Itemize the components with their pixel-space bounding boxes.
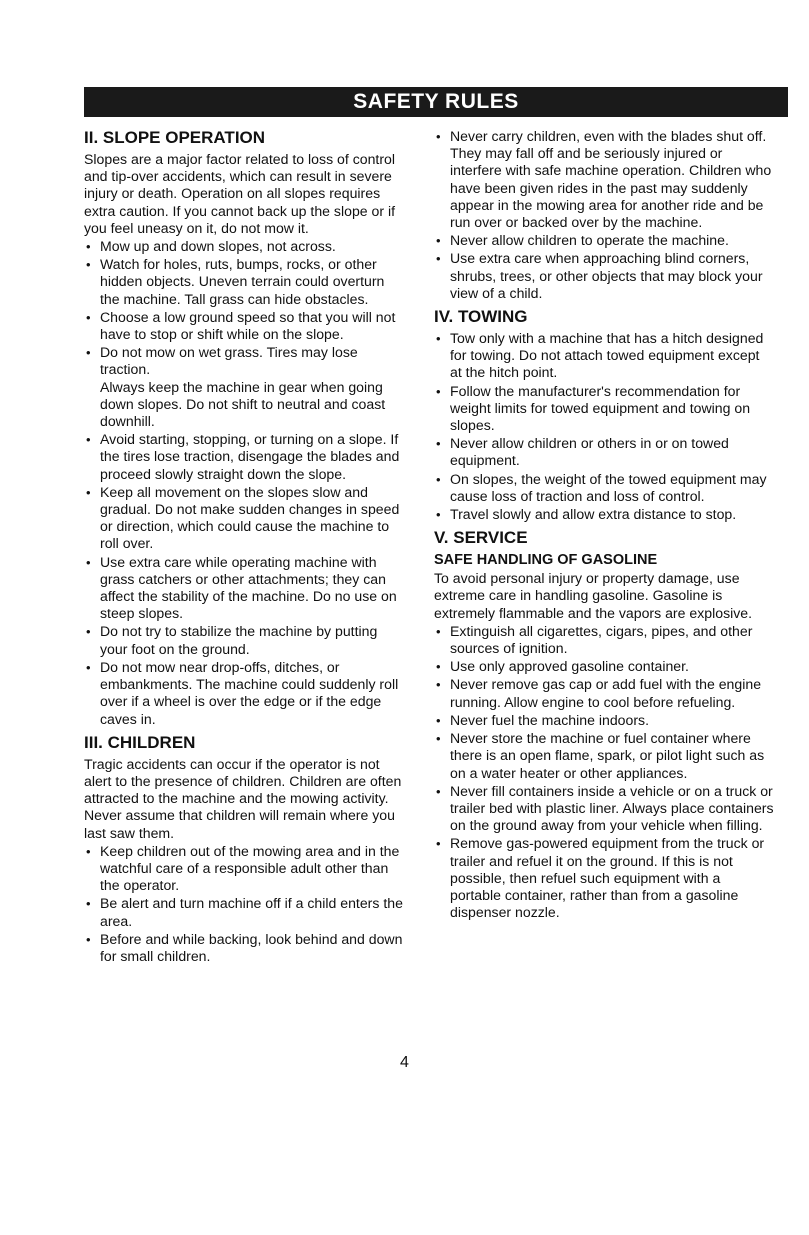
list-item: • Before and while backing, look behind and down for small children. (84, 931, 406, 965)
list-item: • Use only approved gasoline container. (434, 658, 774, 675)
list-item: • Keep all movement on the slopes slow and gradual. Do not make sudden changes in speed or direction, which could cause the machine to roll over. (84, 484, 406, 553)
children-bullet-list-left (84, 843, 406, 965)
list-item: • Follow the manufacturer's recommendation for weight limits for towed equipment and towing on slopes. (434, 383, 774, 435)
service-intro: To avoid personal injury or property damage, use extreme care in handling gasoline. Gasoline is extremely flammable and the vapors are explosive. (434, 570, 753, 621)
list-item: • Never carry children, even with the blades shut off. They may fall off and be seriously injured or interfere with safe machine operation. Children who have been given rides in the past may suddenly appear in the mowing area for another ride and be run over or backed over by the machine. (434, 128, 774, 231)
towing-bullet-list (434, 330, 774, 523)
slope-intro: Slopes are a major factor related to loss of control and tip-over accidents, which can result in severe injury or death. Operation on all slopes requires extra caution. If you cannot back up the slope or if you feel uneasy on it, do not mow it. (84, 151, 396, 236)
list-item: • Choose a low ground speed so that you will not have to stop or shift while on the slope. (84, 309, 406, 343)
left-column (84, 128, 406, 970)
list-item: • Never remove gas cap or add fuel with the engine running. Allow engine to cool before refueling. (434, 676, 774, 710)
service-heading: V. SERVICE (434, 528, 528, 548)
list-item: • Never fuel the machine indoors. (434, 712, 774, 729)
children-heading: III. CHILDREN (84, 732, 196, 752)
list-item: • Tow only with a machine that has a hitch designed for towing. Do not attach towed equipment except at the hitch point. (434, 330, 774, 382)
list-item: • Never allow children or others in or on towed equipment. (434, 435, 774, 469)
list-item: • Be alert and turn machine off if a child enters the area. (84, 895, 406, 929)
children-intro: Tragic accidents can occur if the operator is not alert to the presence of children. Children are often attracted to the machine and the mowing activity. Never assume that children will remain where you last saw them. (84, 755, 402, 841)
list-item: • Do not mow on wet grass. Tires may lose traction. Always keep the machine in gear when going down slopes. Do not shift to neutral and coast downhill. (84, 344, 406, 430)
list-item: • Mow up and down slopes, not across. (84, 238, 406, 255)
list-item: • Never fill containers inside a vehicle or on a truck or trailer bed with plastic liner. Always place containers on the ground away from your vehicle when filling. (434, 783, 774, 835)
list-item: • Never allow children to operate the machine. (434, 232, 774, 249)
page-number: 4 (400, 1054, 409, 1071)
list-item: • Watch for holes, ruts, bumps, rocks, or other hidden objects. Uneven terrain could overturn the machine. Tall grass can hide obstacles. (84, 256, 406, 308)
banner-title: SAFETY RULES (353, 90, 519, 113)
list-item: • On slopes, the weight of the towed equipment may cause loss of traction and loss of control. (434, 471, 774, 505)
list-item: • Do not mow near drop-offs, ditches, or embankments. The machine could suddenly roll over if a wheel is over the edge or if the edge caves in. (84, 659, 406, 728)
right-column (434, 128, 774, 926)
list-item: • Extinguish all cigarettes, cigars, pipes, and other sources of ignition. (434, 623, 774, 657)
towing-heading: IV. TOWING (434, 307, 528, 327)
list-item: • Avoid starting, stopping, or turning on a slope. If the tires lose traction, disengage the blades and proceed slowly straight down the slope. (84, 431, 406, 483)
children-bullet-list-right (434, 128, 774, 302)
list-item: • Use extra care while operating machine with grass catchers or other attachments; they can affect the stability of the machine. Do no use on steep slopes. (84, 554, 406, 623)
list-item: • Remove gas-powered equipment from the truck or trailer and refuel it on the ground. If this is not possible, then refuel such equipment with a portable container, rather than from a gasoline dispenser nozzle. (434, 835, 774, 921)
list-item: • Do not try to stabilize the machine by putting your foot on the ground. (84, 623, 406, 657)
safety-rules-banner (84, 87, 788, 117)
slope-bullet-list (84, 238, 406, 728)
list-item: • Keep children out of the mowing area and in the watchful care of a responsible adult other than the operator. (84, 843, 406, 895)
list-item: • Travel slowly and allow extra distance to stop. (434, 506, 774, 523)
list-item: • Use extra care when approaching blind corners, shrubs, trees, or other objects that may block your view of a child. (434, 250, 774, 302)
list-item: • Never store the machine or fuel container where there is an open flame, spark, or pilot light such as on a water heater or other appliances. (434, 730, 774, 782)
slope-operation-heading: II. SLOPE OPERATION (84, 128, 266, 147)
service-bullet-list (434, 623, 774, 921)
gasoline-subheading: SAFE HANDLING OF GASOLINE (434, 552, 658, 569)
